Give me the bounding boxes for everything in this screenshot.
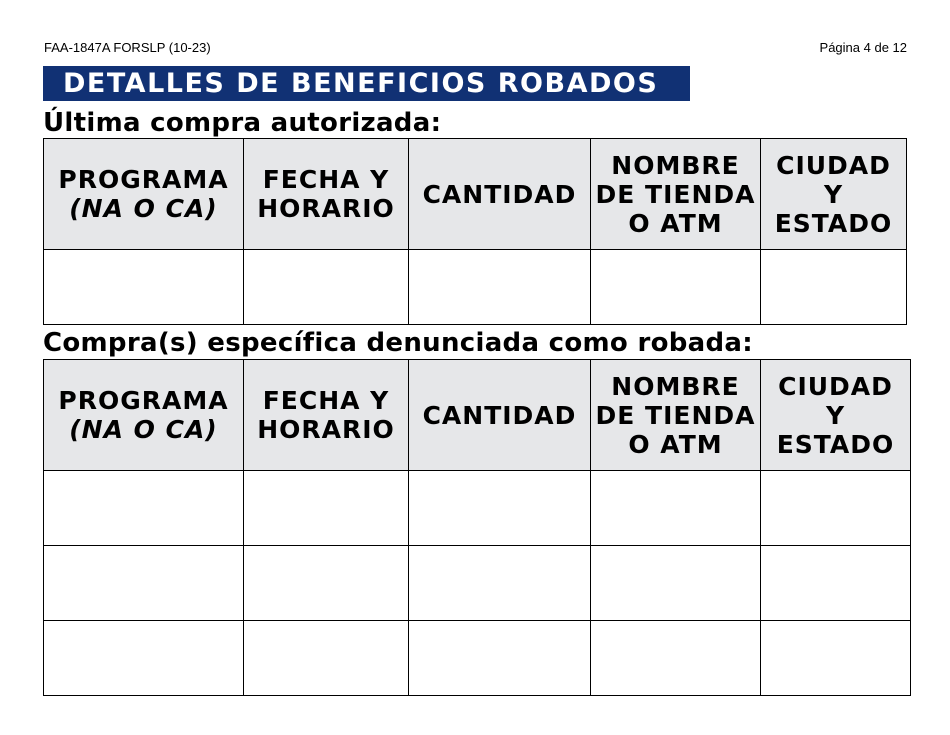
amount-cell[interactable] (409, 621, 591, 696)
date-time-cell[interactable] (244, 546, 409, 621)
form-id: FAA-1847A FORSLP (10-23) (44, 40, 211, 55)
last-authorized-purchase-table (43, 138, 907, 325)
column-header-store-name: NOMBRE DE TIENDA O ATM (591, 139, 761, 250)
program-cell[interactable] (44, 621, 244, 696)
table-header-row (44, 360, 911, 471)
store-name-cell[interactable] (591, 621, 761, 696)
store-name-cell[interactable] (591, 546, 761, 621)
section-banner: DETALLES DE BENEFICIOS ROBADOS (43, 66, 690, 101)
city-state-cell[interactable] (761, 546, 911, 621)
table-row (44, 621, 911, 696)
table-row (44, 546, 911, 621)
amount-cell[interactable] (409, 471, 591, 546)
reported-stolen-purchases-title: Compra(s) específica denunciada como robada: (43, 328, 753, 358)
date-time-cell[interactable] (244, 621, 409, 696)
program-cell[interactable] (44, 250, 244, 325)
column-header-amount: CANTIDAD (409, 139, 591, 250)
program-cell[interactable] (44, 471, 244, 546)
program-cell[interactable] (44, 546, 244, 621)
column-header-date-time: FECHA Y HORARIO (244, 360, 409, 471)
reported-stolen-purchases-table (43, 359, 911, 696)
column-header-date-time: FECHA Y HORARIO (244, 139, 409, 250)
table-row (44, 471, 911, 546)
column-header-store-name: NOMBRE DE TIENDA O ATM (591, 360, 761, 471)
store-name-cell[interactable] (591, 471, 761, 546)
column-header-program (44, 360, 244, 471)
date-time-cell[interactable] (244, 471, 409, 546)
page-number: Página 4 de 12 (819, 40, 907, 55)
date-time-cell[interactable] (244, 250, 409, 325)
column-header-label: PROGRAMA (58, 386, 229, 415)
column-header-sublabel: (NA O CA) (69, 415, 218, 444)
column-header-program (44, 139, 244, 250)
city-state-cell[interactable] (761, 250, 907, 325)
column-header-city-state: CIUDAD Y ESTADO (761, 360, 911, 471)
city-state-cell[interactable] (761, 621, 911, 696)
table-row (44, 250, 907, 325)
store-name-cell[interactable] (591, 250, 761, 325)
column-header-city-state: CIUDAD Y ESTADO (761, 139, 907, 250)
amount-cell[interactable] (409, 250, 591, 325)
column-header-label: PROGRAMA (58, 165, 229, 194)
table-header-row (44, 139, 907, 250)
amount-cell[interactable] (409, 546, 591, 621)
city-state-cell[interactable] (761, 471, 911, 546)
column-header-amount: CANTIDAD (409, 360, 591, 471)
column-header-sublabel: (NA O CA) (69, 194, 218, 223)
last-authorized-purchase-title: Última compra autorizada: (43, 108, 442, 138)
